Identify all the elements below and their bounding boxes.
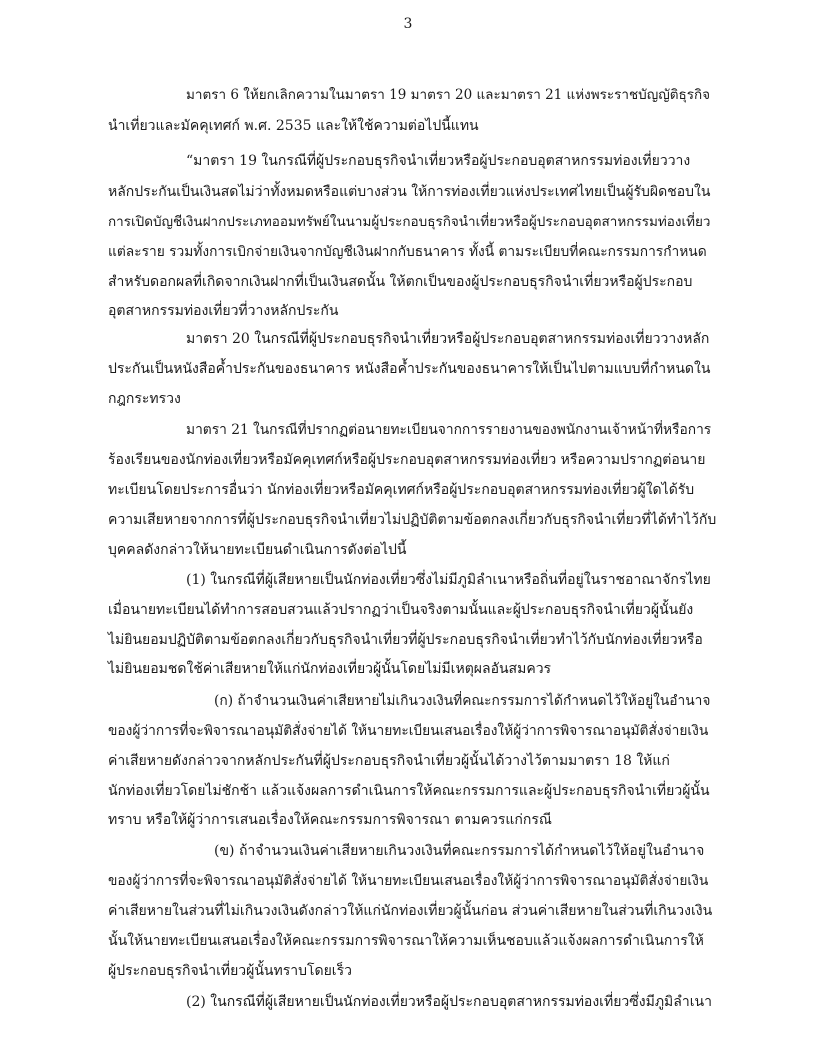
text-line: ความเสียหายจากการที่ผู้ประกอบธุรกิจนำเที่ยวไม่ปฏิบัติตามข้อตกลงเกี่ยวกับธุรกิจนำเที่ยวที่ได้ทำไว้กับ <box>108 512 717 528</box>
text-line: การเปิดบัญชีเงินฝากประเภทออมทรัพย์ในนามผู้ประกอบธุรกิจนำเที่ยวหรือผู้ประกอบอุตสาหกรรมท่องเที่ยว <box>108 214 711 230</box>
text-line: มาตรา 20 ในกรณีที่ผู้ประกอบธุรกิจนำเที่ยวหรือผู้ประกอบอุตสาหกรรมท่องเที่ยววางหลัก <box>186 331 710 347</box>
text-line: ทราบ หรือให้ผู้ว่าการเสนอเรื่องให้คณะกรรมการพิจารณา ตามควรแก่กรณี <box>108 812 552 828</box>
text-line: ทะเบียนโดยประการอื่นว่า นักท่องเที่ยวหรือมัคคุเทศก์หรือผู้ประกอบอุตสาหกรรมท่องเที่ยวผู้ใดได้รับ <box>108 482 695 498</box>
text-line: เมื่อนายทะเบียนได้ทำการสอบสวนแล้วปรากฏว่าเป็นจริงตามนั้นและผู้ประกอบธุรกิจนำเที่ยวผู้นั้นยัง <box>108 602 694 618</box>
text-line: ผู้ประกอบธุรกิจนำเที่ยวผู้นั้นทราบโดยเร็ว <box>108 963 352 979</box>
text-line: ค่าเสียหายในส่วนที่ไม่เกินวงเงินดังกล่าวให้แก่นักท่องเที่ยวผู้นั้นก่อน ส่วนค่าเสียหายในส่วนที่เกินวงเงิน <box>108 903 713 919</box>
text-line: (ก) ถ้าจำนวนเงินค่าเสียหายไม่เกินวงเงินที่คณะกรรมการได้กำหนดไว้ให้อยู่ในอำนาจ <box>214 693 711 709</box>
text-line: ของผู้ว่าการที่จะพิจารณาอนุมัติสั่งจ่ายได้ ให้นายทะเบียนเสนอเรื่องให้ผู้ว่าการพิจารณาอนุมัติสั่งจ่ายเงิน <box>108 873 709 889</box>
text-line: ของผู้ว่าการที่จะพิจารณาอนุมัติสั่งจ่ายได้ ให้นายทะเบียนเสนอเรื่องให้ผู้ว่าการพิจารณาอนุมัติสั่งจ่ายเงิน <box>108 723 709 739</box>
text-line: มาตรา 6 ให้ยกเลิกความในมาตรา 19 มาตรา 20 และมาตรา 21 แห่งพระราชบัญญัติธุรกิจ <box>186 87 711 103</box>
text-line: บุคคลดังกล่าวให้นายทะเบียนดำเนินการดังต่อไปนี้ <box>108 542 407 558</box>
text-line: ร้องเรียนของนักท่องเที่ยวหรือมัคคุเทศก์หรือผู้ประกอบอุตสาหกรรมท่องเที่ยว หรือความปรากฏต่อนาย <box>108 452 706 468</box>
text-line: แต่ละราย รวมทั้งการเบิกจ่ายเงินจากบัญชีเงินฝากกับธนาคาร ทั้งนี้ ตามระเบียบที่คณะกรรมการกำหนด <box>108 244 707 260</box>
text-line: สำหรับดอกผลที่เกิดจากเงินฝากที่เป็นเงินสดนั้น ให้ตกเป็นของผู้ประกอบธุรกิจนำเที่ยวหรือผู้ประกอบ <box>108 274 693 290</box>
text-line: “มาตรา 19 ในกรณีที่ผู้ประกอบธุรกิจนำเที่ยวหรือผู้ประกอบอุตสาหกรรมท่องเที่ยววาง <box>186 153 691 169</box>
text-line: (ข) ถ้าจำนวนเงินค่าเสียหายเกินวงเงินที่คณะกรรมการได้กำหนดไว้ให้อยู่ในอำนาจ <box>214 843 705 859</box>
text-line: นำเที่ยวและมัคคุเทศก์ พ.ศ. 2535 และให้ใช้ความต่อไปนี้แทน <box>108 118 479 134</box>
text-line: ไม่ยินยอมปฏิบัติตามข้อตกลงเกี่ยวกับธุรกิจนำเที่ยวที่ผู้ประกอบธุรกิจนำเที่ยวทำไว้กับนักท่องเที่ยวหรือ <box>108 632 703 648</box>
text-line: ค่าเสียหายดังกล่าวจากหลักประกันที่ผู้ประกอบธุรกิจนำเที่ยวผู้นั้นได้วางไว้ตามมาตรา 18 ให้แก่ <box>108 753 670 769</box>
page-number: 3 <box>403 16 413 32</box>
text-line: ไม่ยินยอมชดใช้ค่าเสียหายให้แก่นักท่องเที่ยวผู้นั้นโดยไม่มีเหตุผลอันสมควร <box>108 661 552 677</box>
text-line: กฎกระทรวง <box>108 391 181 407</box>
text-line: นั้นให้นายทะเบียนเสนอเรื่องให้คณะกรรมการพิจารณาให้ความเห็นชอบแล้วแจ้งผลการดำเนินการให้ <box>108 933 704 949</box>
text-line: มาตรา 21 ในกรณีที่ปรากฏต่อนายทะเบียนจากการรายงานของพนักงานเจ้าหน้าที่หรือการ <box>186 422 712 438</box>
text-line: อุตสาหกรรมท่องเที่ยวที่วางหลักประกัน <box>108 303 339 319</box>
text-line: นักท่องเที่ยวโดยไม่ชักช้า แล้วแจ้งผลการดำเนินการให้คณะกรรมการและผู้ประกอบธุรกิจนำเที่ยวผู้นั้น <box>108 783 710 799</box>
text-line: (2) ในกรณีที่ผู้เสียหายเป็นนักท่องเที่ยวหรือผู้ประกอบอุตสาหกรรมท่องเที่ยวซึ่งมีภูมิลำเนา <box>186 994 712 1010</box>
text-line: หลักประกันเป็นเงินสดไม่ว่าทั้งหมดหรือแต่บางส่วน ให้การท่องเที่ยวแห่งประเทศไทยเป็นผู้รับผิดชอบใน <box>108 184 711 200</box>
text-line: ประกันเป็นหนังสือค้ำประกันของธนาคาร หนังสือค้ำประกันของธนาคารให้เป็นไปตามแบบที่กำหนดใน <box>108 361 711 377</box>
text-line: (1) ในกรณีที่ผู้เสียหายเป็นนักท่องเที่ยวซึ่งไม่มีภูมิลำเนาหรือถิ่นที่อยู่ในราชอาณาจักรไทย <box>186 572 711 588</box>
